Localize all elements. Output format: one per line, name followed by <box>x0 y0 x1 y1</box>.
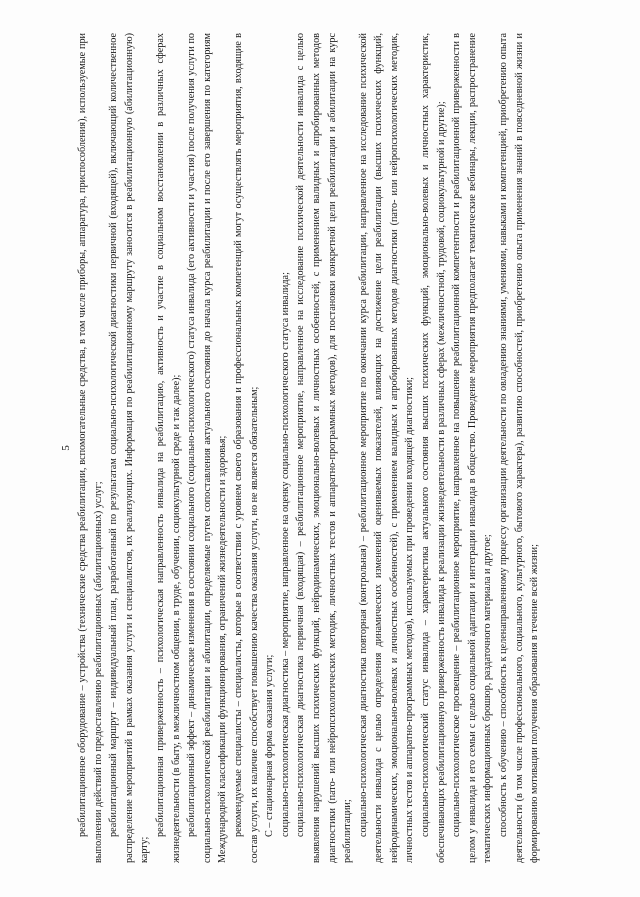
paragraph-education: социально-психологическое просвещение – реабилитационное мероприятие, направленное на повышение реабилитационной компетентности и реабилитационной приверженности в целом у инвалида и его семьи с целью социальной адаптации и интеграции инвалида в общество. Проведение мероприятия предполагает тематические вебинары, лекции, распространение тематических информационных брошюр, раздаточного материала и другое; <box>451 33 494 863</box>
page-number: 5 <box>60 445 72 451</box>
paragraph-recommended-specialists: рекомендуемые специалисты – специалисты, которые в соответствии с уровнем своего образования и профессиональных компетенций могут осуществлять мероприятия, входящие в состав услуги, их наличие способствует повышению качества оказания услуги, но не является обязательным; <box>232 33 260 863</box>
paragraph-social-status: социально-психологический статус инвалида – характеристика актуального состояния высших психических функций, эмоционально-волевых и личностных характеристик, обеспечивающих реабилитационную приверженность инвалида к реализации жизнедеятельности в различных сферах (межличностной, трудовой, социокультурной и другие); <box>420 33 447 863</box>
paragraph-diagnostics-repeat: социально-психологическая диагностика повторная (контрольная) – реабилитационное мероприятие по окончании курса реабилитации, направленное на исследование психической деятельности инвалида с целью определения динамических изменений оцениваемых показателей, влияющих на достижение цели реабилитации (высших психических функций, нейродинамических, эмоционально-волевых и личностных особенностей), с применением валидных и апробированных методов диагностики (пато- или нейропсихологических методик, личностных тестов и аппаратно-программных методов), используемых при проведении входящей диагностики; <box>357 33 416 863</box>
paragraph-rehab-effect: реабилитационный эффект – динамические изменения в состоянии социального (социально-психологического) статуса инвалида (его активности и участия) после получения услуги по социально-психологической реабилитации и абилитации, определяемые путем сопоставления актуального состояния до начала курса реабилитации и после его завершения по категориям Международной классификации функционирования, ограничений жизнедеятельности и здоровья; <box>186 33 229 863</box>
paragraph-diagnostics-primary: социально-психологическая диагностика первичная (входящая) – реабилитационное мероприятие, направленное на исследование психической деятельности инвалида с целью выявления нарушений высших психических функций, нейродинамических, эмоционально-волевых и личностных особенностей, с применением валидных и апробированных методов диагностики (пато- или нейропсихологических методик, личностных тестов и аппаратно-программных методов), для постановки конкретной цели реабилитации и абилитации на курс реабилитации; <box>295 33 354 863</box>
paragraph-inpatient-form: С – стационарная форма оказания услуги; <box>264 654 276 837</box>
paragraph-rehab-route: реабилитационный маршрут – индивидуальный план, разработанный по результатам социально-психологической диагностики первичной (входящей), включающий количественное распределение мероприятий в рамках оказания услуги и специалистов, их реализующих. Информация по реабилитационному маршруту заносится в реабилитационную (абилитационную) карту; <box>108 33 151 863</box>
paragraph-diagnostics: социально-психологическая диагностика – мероприятие, направленное на оценку социально-психологического статуса инвалида; <box>279 272 291 837</box>
paragraph-learning-ability: способность к обучению – способность к целенаправленному процессу организации деятельности по овладению знаниями, умениями, навыками и компетенцией, приобретению опыта деятельности (в том числе профессионального, социального, культурного, бытового характера), развитию способностей, приобретению опыта применения знаний в повседневной жизни и формированию мотивации получения образования в течение всей жизни; <box>498 33 541 863</box>
paragraph-rehab-adherence: реабилитационная приверженность – психологическая направленность инвалида на реабилитацию, активность и участие в социальном восстановлении в различных сферах жизнедеятельности (в быту, в межличностном общении, в труде, обучении, социокультурной среде и так далее); <box>154 33 182 863</box>
paragraph-rehab-equipment: реабилитационное оборудование – устройства (технические средства реабилитации, вспомогательные средства, в том числе приборы, аппаратура, приспособления), используемые при выполнении действий по предоставлению реабилитационных (абилитационных) услуг; <box>77 33 104 863</box>
rotated-document-body <box>60 33 580 863</box>
